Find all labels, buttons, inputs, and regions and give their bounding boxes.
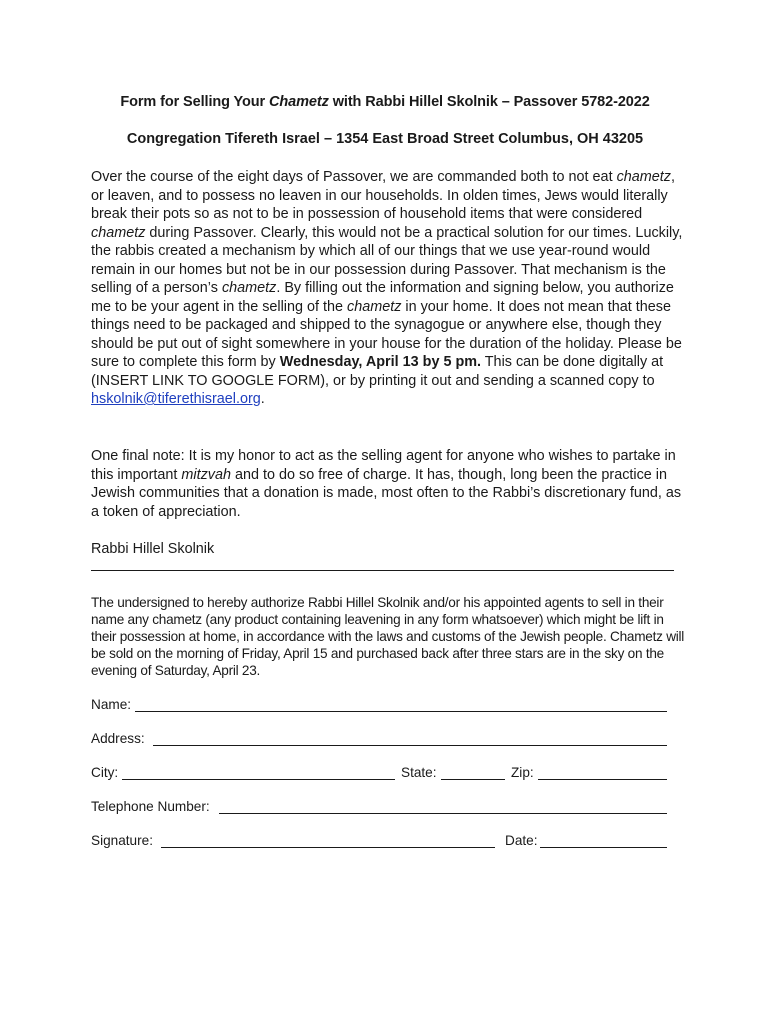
address-label: Address: bbox=[91, 731, 145, 746]
address-field[interactable] bbox=[91, 731, 668, 749]
name-field[interactable] bbox=[91, 697, 668, 715]
email-link[interactable]: hskolnik@tiferethisrael.org bbox=[91, 391, 261, 407]
address-line[interactable] bbox=[153, 745, 667, 746]
name-label: Name: bbox=[91, 697, 132, 712]
city-label: City: bbox=[91, 765, 119, 780]
form-title bbox=[0, 94, 770, 110]
intro-paragraph: Over the course of the eight days of Passover, we are commanded both to not eat chametz, or leaven, and to possess no leaven in our households. In olden times, Jews would literally break their pots so as not to be in possession of household items that were considered chametz during Passover. Clearly, this would not be a practical solution for our times. Luckily, the rabbis created a mechanism by which all of our things that we use year-round would remain in our homes but not be in our possession during Passover. That mechanism is the selling of a person’s chametz. By filling out the information and signing below, you authorize me to be your agent in the selling of the chametz in your home. It does not mean that these things need to be packaged and shipped to the synagogue or anywhere else, though they should be put out of sight somewhere in your house for the duration of the holiday. Please be sure to complete this form by Wednesday, April 13 by 5 pm. This can be done digitally at (INSERT LINK TO GOOGLE FORM), or by printing it out and sending a scanned copy to hskolnik@tiferethisrael.org. bbox=[91, 169, 683, 407]
separator-line bbox=[91, 570, 674, 571]
zip-label: Zip: bbox=[511, 765, 534, 780]
congregation-address: Congregation Tifereth Israel – 1354 East Broad Street Columbus, OH 43205 bbox=[126, 131, 644, 147]
zip-line[interactable] bbox=[538, 779, 667, 780]
telephone-label: Telephone Number: bbox=[91, 799, 210, 814]
state-label: State: bbox=[401, 765, 437, 780]
signature-line[interactable] bbox=[161, 847, 495, 848]
final-note-paragraph: One final note: It is my honor to act as the selling agent for anyone who wishes to partake in this important mitzvah and to do so free of charge. It has, though, long been the practice in Jewish communities that a donation is made, most often to the Rabbi’s discretionary fund, as a token of appreciation. bbox=[91, 448, 682, 520]
rabbi-signoff: Rabbi Hillel Skolnik bbox=[91, 541, 215, 557]
title-chametz: Chametz bbox=[269, 94, 329, 110]
telephone-line[interactable] bbox=[219, 813, 667, 814]
date-line[interactable] bbox=[540, 847, 667, 848]
name-line[interactable] bbox=[135, 711, 667, 712]
title-text-start: Form for Selling Your bbox=[120, 94, 270, 110]
signature-date-row bbox=[91, 833, 668, 851]
city-state-zip-row bbox=[91, 765, 668, 783]
telephone-field[interactable] bbox=[91, 799, 668, 817]
date-label: Date: bbox=[505, 833, 538, 848]
title-text-end: with Rabbi Hillel Skolnik – Passover 5782-2022 bbox=[328, 94, 650, 110]
city-line[interactable] bbox=[122, 779, 395, 780]
state-line[interactable] bbox=[441, 779, 505, 780]
signature-label: Signature: bbox=[91, 833, 153, 848]
authorization-paragraph: The undersigned to hereby authorize Rabbi Hillel Skolnik and/or his appointed agents to sell in their name any chametz (any product containing leavening in any form whatsoever) which might be lift in their possession at home, in accordance with the laws and customs of the Jewish people. Chametz will be sold on the morning of Friday, April 15 and purchased back after three stars are in the sky on the evening of Saturday, April 23. bbox=[91, 595, 685, 678]
deadline: Wednesday, April 13 by 5 pm. bbox=[279, 354, 482, 370]
